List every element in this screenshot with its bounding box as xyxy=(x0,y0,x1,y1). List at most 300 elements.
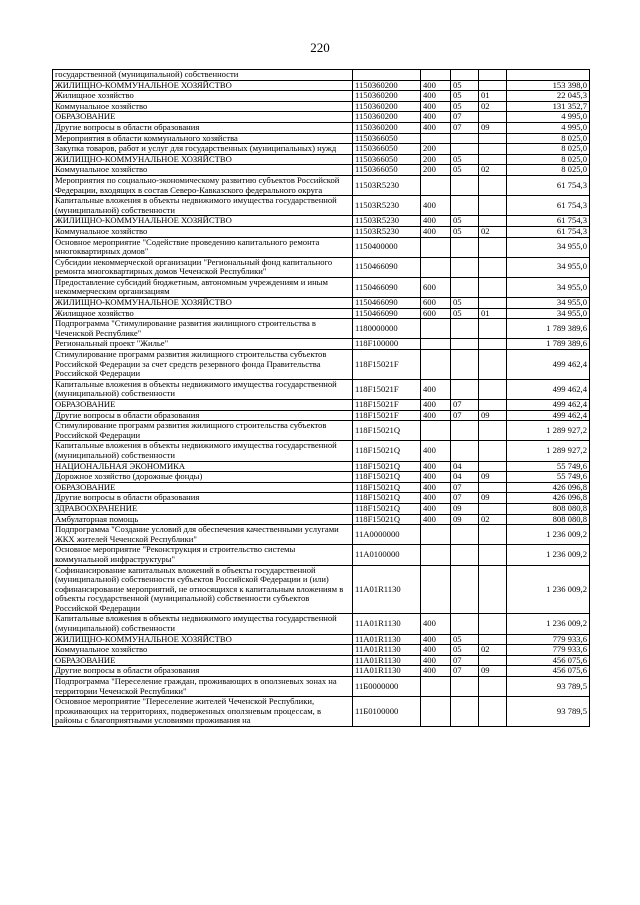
row-subsection-cell: 09 xyxy=(479,472,507,483)
row-section-cell: 07 xyxy=(451,482,479,493)
row-code-cell: 118F15021Q xyxy=(353,514,421,525)
row-section-cell: 07 xyxy=(451,493,479,504)
row-expense-type-cell xyxy=(421,697,451,727)
row-expense-type-cell: 400 xyxy=(421,400,451,411)
row-subsection-cell: 09 xyxy=(479,666,507,677)
row-subsection-cell xyxy=(479,80,507,91)
row-expense-type-cell xyxy=(421,70,451,81)
row-expense-type-cell: 600 xyxy=(421,298,451,309)
row-name-cell: Предоставление субсидий бюджетным, автономным учреждениям и иным некоммерческим организациям xyxy=(53,277,353,297)
row-name-cell: ЖИЛИЩНО-КОММУНАЛЬНОЕ ХОЗЯЙСТВО xyxy=(53,216,353,227)
row-section-cell: 05 xyxy=(451,154,479,165)
row-subsection-cell xyxy=(479,421,507,441)
row-name-cell: Подпрограмма "Стимулирование развития жилищного строительства в Чеченской Республике" xyxy=(53,319,353,339)
row-amount-cell: 131 352,7 xyxy=(507,101,590,112)
row-section-cell: 05 xyxy=(451,308,479,319)
row-amount-cell: 8 025,0 xyxy=(507,154,590,165)
table-row xyxy=(53,91,590,102)
row-code-cell: 118F15021Q xyxy=(353,461,421,472)
row-amount-cell: 93 789,5 xyxy=(507,697,590,727)
row-name-cell: ОБРАЗОВАНИЕ xyxy=(53,112,353,123)
row-subsection-cell: 02 xyxy=(479,101,507,112)
row-code-cell: 118F15021F xyxy=(353,350,421,380)
table-row xyxy=(53,634,590,645)
row-section-cell xyxy=(451,319,479,339)
row-amount-cell: 34 955,0 xyxy=(507,298,590,309)
row-section-cell xyxy=(451,614,479,634)
row-expense-type-cell: 400 xyxy=(421,112,451,123)
row-section-cell: 05 xyxy=(451,226,479,237)
table-row xyxy=(53,80,590,91)
table-row xyxy=(53,308,590,319)
table-row xyxy=(53,482,590,493)
row-name-cell: Субсидии некоммерческой организации "Региональный фонд капитального ремонта многоквартирных домов Чеченской Республики" xyxy=(53,257,353,277)
row-amount-cell: 8 025,0 xyxy=(507,133,590,144)
row-expense-type-cell: 400 xyxy=(421,196,451,216)
row-name-cell: Основное мероприятие "Реконструкция и строительство системы коммунальной инфраструктуры" xyxy=(53,545,353,565)
row-expense-type-cell: 400 xyxy=(421,503,451,514)
row-expense-type-cell xyxy=(421,257,451,277)
row-subsection-cell xyxy=(479,400,507,411)
row-section-cell xyxy=(451,133,479,144)
row-amount-cell: 499 462,4 xyxy=(507,350,590,380)
page-number: 220 xyxy=(310,40,330,55)
table-row xyxy=(53,277,590,297)
table-row xyxy=(53,472,590,483)
row-subsection-cell xyxy=(479,133,507,144)
row-amount-cell: 93 789,5 xyxy=(507,677,590,697)
row-subsection-cell xyxy=(479,175,507,195)
row-code-cell: 11A01R1130 xyxy=(353,634,421,645)
row-name-cell: ЖИЛИЩНО-КОММУНАЛЬНОЕ ХОЗЯЙСТВО xyxy=(53,298,353,309)
row-code-cell: 11503R5230 xyxy=(353,216,421,227)
table-row xyxy=(53,298,590,309)
row-expense-type-cell xyxy=(421,339,451,350)
row-subsection-cell xyxy=(479,503,507,514)
row-code-cell: 11503R5230 xyxy=(353,196,421,216)
table-row xyxy=(53,677,590,697)
table-row xyxy=(53,410,590,421)
row-code-cell: 118F15021F xyxy=(353,400,421,411)
row-expense-type-cell: 200 xyxy=(421,165,451,176)
row-name-cell: Другие вопросы в области образования xyxy=(53,122,353,133)
row-section-cell xyxy=(451,196,479,216)
row-subsection-cell: 09 xyxy=(479,410,507,421)
row-expense-type-cell xyxy=(421,237,451,257)
row-section-cell: 05 xyxy=(451,634,479,645)
row-subsection-cell xyxy=(479,216,507,227)
row-code-cell: 1150466090 xyxy=(353,308,421,319)
row-code-cell: 118F15021Q xyxy=(353,472,421,483)
row-section-cell: 04 xyxy=(451,461,479,472)
row-section-cell: 05 xyxy=(451,216,479,227)
row-section-cell: 05 xyxy=(451,91,479,102)
row-section-cell xyxy=(451,421,479,441)
table-row xyxy=(53,350,590,380)
row-subsection-cell xyxy=(479,350,507,380)
row-amount-cell: 779 933,6 xyxy=(507,645,590,656)
table-row xyxy=(53,565,590,614)
row-subsection-cell xyxy=(479,144,507,155)
row-code-cell: 1150366050 xyxy=(353,133,421,144)
row-section-cell: 05 xyxy=(451,101,479,112)
row-amount-cell: 1 236 009,2 xyxy=(507,614,590,634)
row-expense-type-cell xyxy=(421,319,451,339)
row-code-cell: 11503R5230 xyxy=(353,175,421,195)
table-row xyxy=(53,165,590,176)
row-name-cell: Коммунальное хозяйство xyxy=(53,226,353,237)
row-subsection-cell xyxy=(479,196,507,216)
row-section-cell xyxy=(451,175,479,195)
table-row xyxy=(53,421,590,441)
row-code-cell: 11A0100000 xyxy=(353,545,421,565)
row-section-cell xyxy=(451,697,479,727)
row-section-cell: 07 xyxy=(451,122,479,133)
row-subsection-cell xyxy=(479,277,507,297)
row-name-cell: Капитальные вложения в объекты недвижимого имущества государственной (муниципальной) собственности xyxy=(53,196,353,216)
row-code-cell: 11A0000000 xyxy=(353,525,421,545)
row-amount-cell: 808 080,8 xyxy=(507,514,590,525)
row-name-cell: Капитальные вложения в объекты недвижимого имущества государственной (муниципальной) собственности xyxy=(53,441,353,461)
row-section-cell: 07 xyxy=(451,666,479,677)
row-expense-type-cell: 200 xyxy=(421,154,451,165)
row-code-cell: 11A01R1130 xyxy=(353,645,421,656)
row-section-cell xyxy=(451,525,479,545)
row-subsection-cell xyxy=(479,677,507,697)
table-row xyxy=(53,237,590,257)
row-amount-cell: 499 462,4 xyxy=(507,379,590,399)
row-section-cell xyxy=(451,545,479,565)
row-name-cell: ЖИЛИЩНО-КОММУНАЛЬНОЕ ХОЗЯЙСТВО xyxy=(53,80,353,91)
row-name-cell: Закупка товаров, работ и услуг для государственных (муниципальных) нужд xyxy=(53,144,353,155)
row-amount-cell: 456 075,6 xyxy=(507,655,590,666)
row-section-cell xyxy=(451,70,479,81)
row-subsection-cell: 01 xyxy=(479,91,507,102)
row-name-cell: Другие вопросы в области образования xyxy=(53,666,353,677)
row-code-cell: 1180000000 xyxy=(353,319,421,339)
row-code-cell: 118F100000 xyxy=(353,339,421,350)
table-row xyxy=(53,154,590,165)
row-code-cell: 11Б0100000 xyxy=(353,697,421,727)
row-subsection-cell xyxy=(479,634,507,645)
row-section-cell xyxy=(451,677,479,697)
row-expense-type-cell: 400 xyxy=(421,482,451,493)
row-subsection-cell xyxy=(479,441,507,461)
row-section-cell: 05 xyxy=(451,298,479,309)
row-code-cell: 1150366050 xyxy=(353,165,421,176)
table-row xyxy=(53,697,590,727)
row-name-cell: Другие вопросы в области образования xyxy=(53,410,353,421)
table-row xyxy=(53,461,590,472)
row-name-cell: Основное мероприятие "Переселение жителей Чеченской Республики, проживающих на территориях, подверженных оползневым процессам, в районы с благоприятными условиями проживания на xyxy=(53,697,353,727)
row-subsection-cell xyxy=(479,655,507,666)
row-section-cell: 07 xyxy=(451,655,479,666)
row-name-cell: Жилищное хозяйство xyxy=(53,91,353,102)
row-amount-cell: 34 955,0 xyxy=(507,257,590,277)
row-name-cell: Стимулирование программ развития жилищного строительства субъектов Российской Федерации за счет средств резервного фонда Правительства Российской Федерации xyxy=(53,350,353,380)
row-amount-cell: 61 754,3 xyxy=(507,196,590,216)
row-subsection-cell xyxy=(479,70,507,81)
row-name-cell: Амбулаторная помощь xyxy=(53,514,353,525)
row-code-cell: 11A01R1130 xyxy=(353,565,421,614)
row-name-cell: Подпрограмма "Создание условий для обеспечения качественными услугами ЖКХ жителей Чеченской Республики" xyxy=(53,525,353,545)
row-name-cell: Основное мероприятие "Содействие проведению капитального ремонта многоквартирных домов" xyxy=(53,237,353,257)
row-section-cell xyxy=(451,441,479,461)
row-amount-cell: 426 096,8 xyxy=(507,493,590,504)
row-expense-type-cell xyxy=(421,133,451,144)
row-name-cell: Мероприятия в области коммунального хозяйства xyxy=(53,133,353,144)
row-amount-cell: 4 995,0 xyxy=(507,122,590,133)
row-amount-cell: 8 025,0 xyxy=(507,144,590,155)
row-name-cell: государственной (муниципальной) собственности xyxy=(53,70,353,81)
row-subsection-cell: 02 xyxy=(479,226,507,237)
row-code-cell: 1150366050 xyxy=(353,144,421,155)
row-subsection-cell xyxy=(479,112,507,123)
row-section-cell xyxy=(451,144,479,155)
row-expense-type-cell: 400 xyxy=(421,514,451,525)
row-expense-type-cell: 400 xyxy=(421,614,451,634)
row-subsection-cell xyxy=(479,525,507,545)
row-code-cell: 11Б0000000 xyxy=(353,677,421,697)
row-name-cell: Софинансирование капитальных вложений в объекты государственной (муниципальной) собственности субъектов Российской Федерации и (или) софинансирование мероприятий, не относящихся к капитальным вложениям в объекты государственной (муниципальной) собственности субъектов Российской Федерации xyxy=(53,565,353,614)
row-section-cell xyxy=(451,257,479,277)
table-row xyxy=(53,175,590,195)
row-code-cell: 118F15021Q xyxy=(353,482,421,493)
row-amount-cell: 34 955,0 xyxy=(507,277,590,297)
row-code-cell: 118F15021Q xyxy=(353,493,421,504)
row-name-cell: Дорожное хозяйство (дорожные фонды) xyxy=(53,472,353,483)
row-section-cell: 07 xyxy=(451,112,479,123)
table-row xyxy=(53,196,590,216)
row-amount-cell: 426 096,8 xyxy=(507,482,590,493)
row-section-cell xyxy=(451,565,479,614)
row-subsection-cell: 01 xyxy=(479,308,507,319)
row-subsection-cell: 09 xyxy=(479,122,507,133)
row-section-cell: 07 xyxy=(451,400,479,411)
row-subsection-cell xyxy=(479,379,507,399)
table-row xyxy=(53,666,590,677)
row-section-cell: 05 xyxy=(451,645,479,656)
table-row xyxy=(53,226,590,237)
row-expense-type-cell xyxy=(421,175,451,195)
row-code-cell: 1150360200 xyxy=(353,122,421,133)
table-row xyxy=(53,339,590,350)
row-subsection-cell: 09 xyxy=(479,493,507,504)
row-amount-cell: 4 995,0 xyxy=(507,112,590,123)
row-expense-type-cell: 400 xyxy=(421,410,451,421)
row-amount-cell: 153 398,0 xyxy=(507,80,590,91)
row-expense-type-cell: 400 xyxy=(421,666,451,677)
row-amount-cell: 1 789 389,6 xyxy=(507,319,590,339)
table-row xyxy=(53,655,590,666)
row-subsection-cell xyxy=(479,565,507,614)
row-section-cell xyxy=(451,277,479,297)
row-amount-cell: 499 462,4 xyxy=(507,400,590,411)
row-amount-cell: 1 236 009,2 xyxy=(507,525,590,545)
row-name-cell: Другие вопросы в области образования xyxy=(53,493,353,504)
row-section-cell xyxy=(451,379,479,399)
row-code-cell: 118F15021Q xyxy=(353,421,421,441)
row-amount-cell: 1 289 927,2 xyxy=(507,421,590,441)
table-row xyxy=(53,133,590,144)
row-code-cell: 1150366050 xyxy=(353,154,421,165)
row-subsection-cell xyxy=(479,339,507,350)
row-subsection-cell xyxy=(479,319,507,339)
row-amount-cell: 34 955,0 xyxy=(507,308,590,319)
row-section-cell: 07 xyxy=(451,410,479,421)
row-subsection-cell: 02 xyxy=(479,165,507,176)
table-row xyxy=(53,257,590,277)
row-code-cell: 118F15021F xyxy=(353,410,421,421)
table-row xyxy=(53,545,590,565)
row-expense-type-cell: 400 xyxy=(421,493,451,504)
row-code-cell: 11A01R1130 xyxy=(353,666,421,677)
row-expense-type-cell: 400 xyxy=(421,655,451,666)
table-row xyxy=(53,379,590,399)
row-subsection-cell xyxy=(479,298,507,309)
table-row xyxy=(53,614,590,634)
table-row xyxy=(53,112,590,123)
row-expense-type-cell xyxy=(421,545,451,565)
row-section-cell xyxy=(451,237,479,257)
row-subsection-cell xyxy=(479,614,507,634)
row-name-cell: ОБРАЗОВАНИЕ xyxy=(53,482,353,493)
row-name-cell: ЗДРАВООХРАНЕНИЕ xyxy=(53,503,353,514)
table-row xyxy=(53,493,590,504)
row-code-cell: 11A01R1130 xyxy=(353,655,421,666)
row-name-cell: Стимулирование программ развития жилищного строительства субъектов Российской Федерации xyxy=(53,421,353,441)
row-expense-type-cell: 400 xyxy=(421,91,451,102)
row-section-cell: 05 xyxy=(451,165,479,176)
row-subsection-cell xyxy=(479,154,507,165)
table-row xyxy=(53,144,590,155)
row-name-cell: Подпрограмма "Переселение граждан, проживающих в оползневых зонах на территории Чеченской Республики" xyxy=(53,677,353,697)
row-expense-type-cell xyxy=(421,677,451,697)
row-subsection-cell: 02 xyxy=(479,514,507,525)
row-amount-cell: 779 933,6 xyxy=(507,634,590,645)
row-code-cell: 11A01R1130 xyxy=(353,614,421,634)
row-expense-type-cell: 400 xyxy=(421,80,451,91)
row-name-cell: Мероприятия по социально-экономическому развитию субъектов Российской Федерации, входящих в состав Северо-Кавказского федерального округа xyxy=(53,175,353,195)
row-amount-cell: 34 955,0 xyxy=(507,237,590,257)
row-section-cell: 09 xyxy=(451,514,479,525)
row-name-cell: Капитальные вложения в объекты недвижимого имущества государственной (муниципальной) собственности xyxy=(53,379,353,399)
row-name-cell: Коммунальное хозяйство xyxy=(53,165,353,176)
table-row xyxy=(53,319,590,339)
row-expense-type-cell xyxy=(421,525,451,545)
row-subsection-cell xyxy=(479,461,507,472)
row-code-cell: 11503R5230 xyxy=(353,226,421,237)
row-expense-type-cell: 400 xyxy=(421,634,451,645)
row-expense-type-cell: 400 xyxy=(421,226,451,237)
row-code-cell: 118F15021Q xyxy=(353,441,421,461)
row-amount-cell: 456 075,6 xyxy=(507,666,590,677)
table-row xyxy=(53,645,590,656)
row-name-cell: Коммунальное хозяйство xyxy=(53,101,353,112)
row-amount-cell: 1 236 009,2 xyxy=(507,545,590,565)
table-row xyxy=(53,216,590,227)
row-name-cell: ЖИЛИЩНО-КОММУНАЛЬНОЕ ХОЗЯЙСТВО xyxy=(53,634,353,645)
row-amount-cell: 55 749,6 xyxy=(507,461,590,472)
row-code-cell: 1150360200 xyxy=(353,91,421,102)
row-name-cell: ОБРАЗОВАНИЕ xyxy=(53,400,353,411)
row-expense-type-cell xyxy=(421,421,451,441)
row-expense-type-cell xyxy=(421,565,451,614)
row-expense-type-cell: 400 xyxy=(421,645,451,656)
row-expense-type-cell: 400 xyxy=(421,472,451,483)
row-section-cell: 04 xyxy=(451,472,479,483)
row-name-cell: Капитальные вложения в объекты недвижимого имущества государственной (муниципальной) собственности xyxy=(53,614,353,634)
budget-table xyxy=(52,69,590,727)
row-expense-type-cell: 200 xyxy=(421,144,451,155)
row-expense-type-cell: 400 xyxy=(421,216,451,227)
row-amount-cell: 22 045,3 xyxy=(507,91,590,102)
table-row xyxy=(53,441,590,461)
table-row xyxy=(53,70,590,81)
table-row xyxy=(53,400,590,411)
budget-table-body xyxy=(53,70,590,727)
row-name-cell: Коммунальное хозяйство xyxy=(53,645,353,656)
row-name-cell: ЖИЛИЩНО-КОММУНАЛЬНОЕ ХОЗЯЙСТВО xyxy=(53,154,353,165)
row-subsection-cell xyxy=(479,257,507,277)
row-amount-cell: 499 462,4 xyxy=(507,410,590,421)
table-row xyxy=(53,525,590,545)
table-row xyxy=(53,514,590,525)
row-expense-type-cell: 400 xyxy=(421,101,451,112)
row-amount-cell: 61 754,3 xyxy=(507,175,590,195)
row-amount-cell: 1 289 927,2 xyxy=(507,441,590,461)
row-section-cell xyxy=(451,350,479,380)
row-section-cell xyxy=(451,339,479,350)
row-code-cell: 1150360200 xyxy=(353,101,421,112)
row-subsection-cell xyxy=(479,697,507,727)
table-row xyxy=(53,122,590,133)
row-name-cell: Жилищное хозяйство xyxy=(53,308,353,319)
row-name-cell: Региональный проект "Жилье" xyxy=(53,339,353,350)
row-code-cell: 1150466090 xyxy=(353,298,421,309)
row-expense-type-cell: 600 xyxy=(421,308,451,319)
row-amount-cell: 1 236 009,2 xyxy=(507,565,590,614)
row-amount-cell: 1 789 389,6 xyxy=(507,339,590,350)
row-code-cell xyxy=(353,70,421,81)
row-expense-type-cell: 400 xyxy=(421,441,451,461)
row-subsection-cell xyxy=(479,237,507,257)
row-subsection-cell xyxy=(479,545,507,565)
row-name-cell: НАЦИОНАЛЬНАЯ ЭКОНОМИКА xyxy=(53,461,353,472)
row-expense-type-cell: 400 xyxy=(421,122,451,133)
row-amount-cell xyxy=(507,70,590,81)
row-expense-type-cell xyxy=(421,350,451,380)
row-name-cell: ОБРАЗОВАНИЕ xyxy=(53,655,353,666)
row-expense-type-cell: 400 xyxy=(421,461,451,472)
table-row xyxy=(53,503,590,514)
row-expense-type-cell: 600 xyxy=(421,277,451,297)
row-subsection-cell: 02 xyxy=(479,645,507,656)
row-code-cell: 118F15021F xyxy=(353,379,421,399)
row-amount-cell: 61 754,3 xyxy=(507,216,590,227)
row-code-cell: 1150466090 xyxy=(353,257,421,277)
row-expense-type-cell: 400 xyxy=(421,379,451,399)
row-code-cell: 1150360200 xyxy=(353,112,421,123)
row-code-cell: 118F15021Q xyxy=(353,503,421,514)
row-section-cell: 09 xyxy=(451,503,479,514)
row-section-cell: 05 xyxy=(451,80,479,91)
row-code-cell: 1150400000 xyxy=(353,237,421,257)
row-code-cell: 1150466090 xyxy=(353,277,421,297)
row-amount-cell: 8 025,0 xyxy=(507,165,590,176)
row-amount-cell: 55 749,6 xyxy=(507,472,590,483)
table-row xyxy=(53,101,590,112)
